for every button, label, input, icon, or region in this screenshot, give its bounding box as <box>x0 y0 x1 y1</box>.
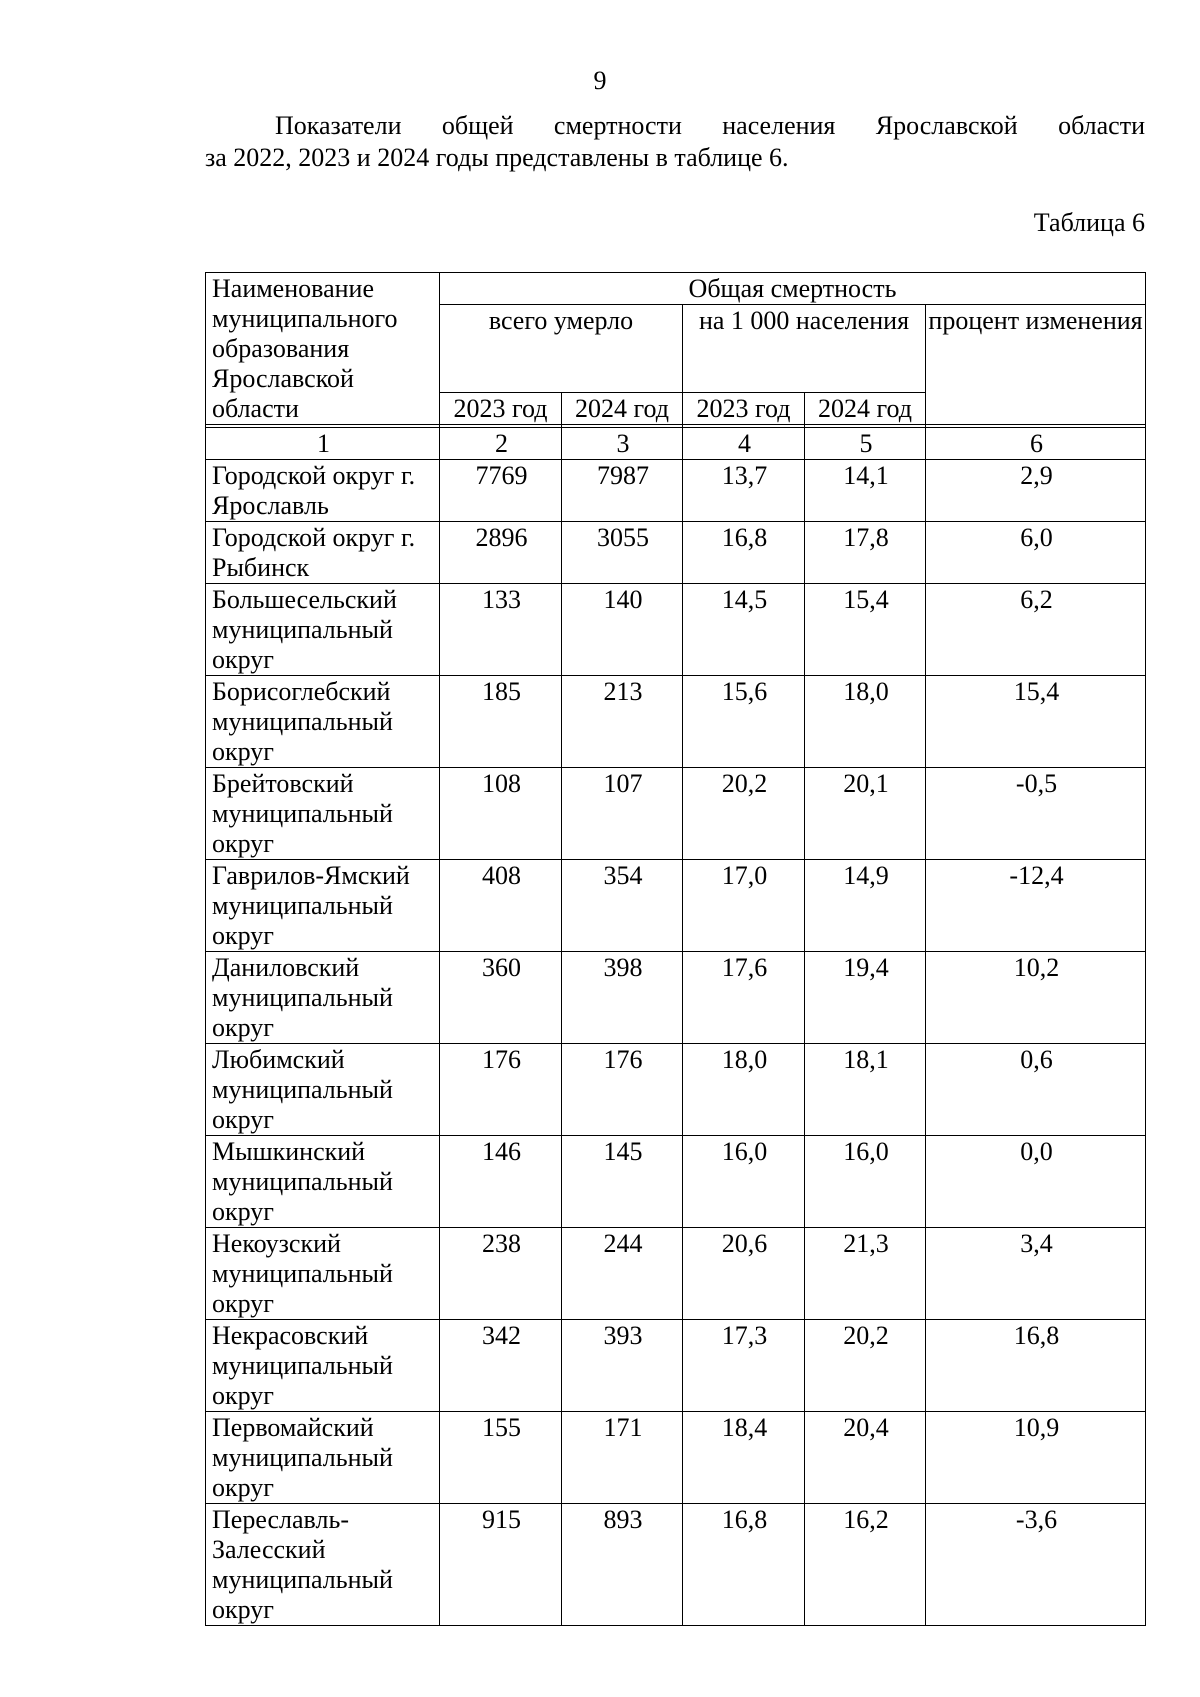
header-total-deaths: всего умерло <box>440 305 683 393</box>
deaths-2024: 354 <box>562 860 683 952</box>
deaths-2023: 176 <box>440 1044 562 1136</box>
municipality-name: Некрасовский муниципальный округ <box>206 1320 440 1412</box>
rate-2023: 16,8 <box>683 1504 805 1626</box>
rate-2023: 17,0 <box>683 860 805 952</box>
rate-2024: 19,4 <box>805 952 926 1044</box>
deaths-2024: 244 <box>562 1228 683 1320</box>
deaths-2023: 185 <box>440 676 562 768</box>
percent-change: -0,5 <box>926 768 1146 860</box>
percent-change: 10,9 <box>926 1412 1146 1504</box>
deaths-2024: 393 <box>562 1320 683 1412</box>
column-number: 4 <box>683 428 805 460</box>
deaths-2024: 176 <box>562 1044 683 1136</box>
municipality-name: Гаврилов-Ямский муниципальный округ <box>206 860 440 952</box>
municipality-name: Переславль-Залесский муниципальный округ <box>206 1504 440 1626</box>
table-row <box>206 1320 1146 1412</box>
intro-line-2: за 2022, 2023 и 2024 годы представлены в таблице 6. <box>205 143 789 172</box>
rate-2024: 18,1 <box>805 1044 926 1136</box>
column-number: 2 <box>440 428 562 460</box>
deaths-2024: 145 <box>562 1136 683 1228</box>
rate-2023: 20,6 <box>683 1228 805 1320</box>
rate-2024: 14,1 <box>805 460 926 522</box>
rate-2023: 14,5 <box>683 584 805 676</box>
percent-change: -3,6 <box>926 1504 1146 1626</box>
municipality-name: Городской округ г. Ярославль <box>206 460 440 522</box>
percent-change: 0,0 <box>926 1136 1146 1228</box>
rate-2023: 18,4 <box>683 1412 805 1504</box>
rate-2023: 13,7 <box>683 460 805 522</box>
deaths-2024: 893 <box>562 1504 683 1626</box>
percent-change: 2,9 <box>926 460 1146 522</box>
table-row <box>206 952 1146 1044</box>
rate-2023: 16,8 <box>683 522 805 584</box>
rate-2023: 17,3 <box>683 1320 805 1412</box>
deaths-2024: 140 <box>562 584 683 676</box>
rate-2024: 21,3 <box>805 1228 926 1320</box>
municipality-name: Брейтовский муниципальный округ <box>206 768 440 860</box>
header-group: Общая смертность <box>440 273 1146 305</box>
table-caption: Таблица 6 <box>1033 208 1145 237</box>
municipality-name: Некоузский муниципальный округ <box>206 1228 440 1320</box>
table-row <box>206 1136 1146 1228</box>
percent-change: 3,4 <box>926 1228 1146 1320</box>
header-total-2024: 2024 год <box>562 393 683 425</box>
deaths-2023: 108 <box>440 768 562 860</box>
rate-2024: 20,4 <box>805 1412 926 1504</box>
mortality-table <box>205 272 1146 1626</box>
percent-change: -12,4 <box>926 860 1146 952</box>
header-rate-2024: 2024 год <box>805 393 926 425</box>
percent-change: 6,2 <box>926 584 1146 676</box>
deaths-2023: 408 <box>440 860 562 952</box>
deaths-2023: 7769 <box>440 460 562 522</box>
deaths-2024: 213 <box>562 676 683 768</box>
percent-change: 15,4 <box>926 676 1146 768</box>
header-per-1000: на 1 000 населения <box>683 305 926 393</box>
deaths-2024: 107 <box>562 768 683 860</box>
table-row <box>206 522 1146 584</box>
deaths-2024: 7987 <box>562 460 683 522</box>
intro-line-1: Показатели общей смертности населения Ярославской области <box>275 111 1145 140</box>
header-total-2023: 2023 год <box>440 393 562 425</box>
municipality-name: Большесельский муниципальный округ <box>206 584 440 676</box>
table-row <box>206 1504 1146 1626</box>
deaths-2023: 360 <box>440 952 562 1044</box>
percent-change: 6,0 <box>926 522 1146 584</box>
table-row <box>206 1412 1146 1504</box>
municipality-name: Первомайский муниципальный округ <box>206 1412 440 1504</box>
table-row <box>206 768 1146 860</box>
table-row <box>206 860 1146 952</box>
rate-2023: 15,6 <box>683 676 805 768</box>
rate-2023: 16,0 <box>683 1136 805 1228</box>
deaths-2023: 238 <box>440 1228 562 1320</box>
column-number: 5 <box>805 428 926 460</box>
rate-2024: 20,1 <box>805 768 926 860</box>
table-row <box>206 1044 1146 1136</box>
municipality-name: Борисоглебский муниципальный округ <box>206 676 440 768</box>
header-percent-change: процент изменения <box>926 305 1146 425</box>
deaths-2024: 171 <box>562 1412 683 1504</box>
table-row <box>206 584 1146 676</box>
intro-paragraph <box>205 110 1145 174</box>
page-number: 9 <box>593 66 607 95</box>
municipality-name: Городской округ г. Рыбинск <box>206 522 440 584</box>
header-rate-2023: 2023 год <box>683 393 805 425</box>
deaths-2024: 398 <box>562 952 683 1044</box>
rate-2024: 16,0 <box>805 1136 926 1228</box>
percent-change: 0,6 <box>926 1044 1146 1136</box>
rate-2024: 17,8 <box>805 522 926 584</box>
municipality-name: Даниловский муниципальный округ <box>206 952 440 1044</box>
deaths-2024: 3055 <box>562 522 683 584</box>
column-number: 3 <box>562 428 683 460</box>
rate-2024: 16,2 <box>805 1504 926 1626</box>
table-row <box>206 1228 1146 1320</box>
rate-2024: 15,4 <box>805 584 926 676</box>
rate-2023: 20,2 <box>683 768 805 860</box>
header-name-column: Наименование муниципального образования Ярославской области <box>206 273 440 425</box>
table-row <box>206 460 1146 522</box>
column-number: 1 <box>206 428 440 460</box>
deaths-2023: 915 <box>440 1504 562 1626</box>
percent-change: 16,8 <box>926 1320 1146 1412</box>
deaths-2023: 146 <box>440 1136 562 1228</box>
deaths-2023: 2896 <box>440 522 562 584</box>
municipality-name: Любимский муниципальный округ <box>206 1044 440 1136</box>
municipality-name: Мышкинский муниципальный округ <box>206 1136 440 1228</box>
rate-2023: 17,6 <box>683 952 805 1044</box>
rate-2024: 14,9 <box>805 860 926 952</box>
percent-change: 10,2 <box>926 952 1146 1044</box>
column-number-row <box>206 428 1146 460</box>
rate-2023: 18,0 <box>683 1044 805 1136</box>
table-row <box>206 676 1146 768</box>
column-number: 6 <box>926 428 1146 460</box>
deaths-2023: 342 <box>440 1320 562 1412</box>
deaths-2023: 133 <box>440 584 562 676</box>
rate-2024: 18,0 <box>805 676 926 768</box>
deaths-2023: 155 <box>440 1412 562 1504</box>
rate-2024: 20,2 <box>805 1320 926 1412</box>
